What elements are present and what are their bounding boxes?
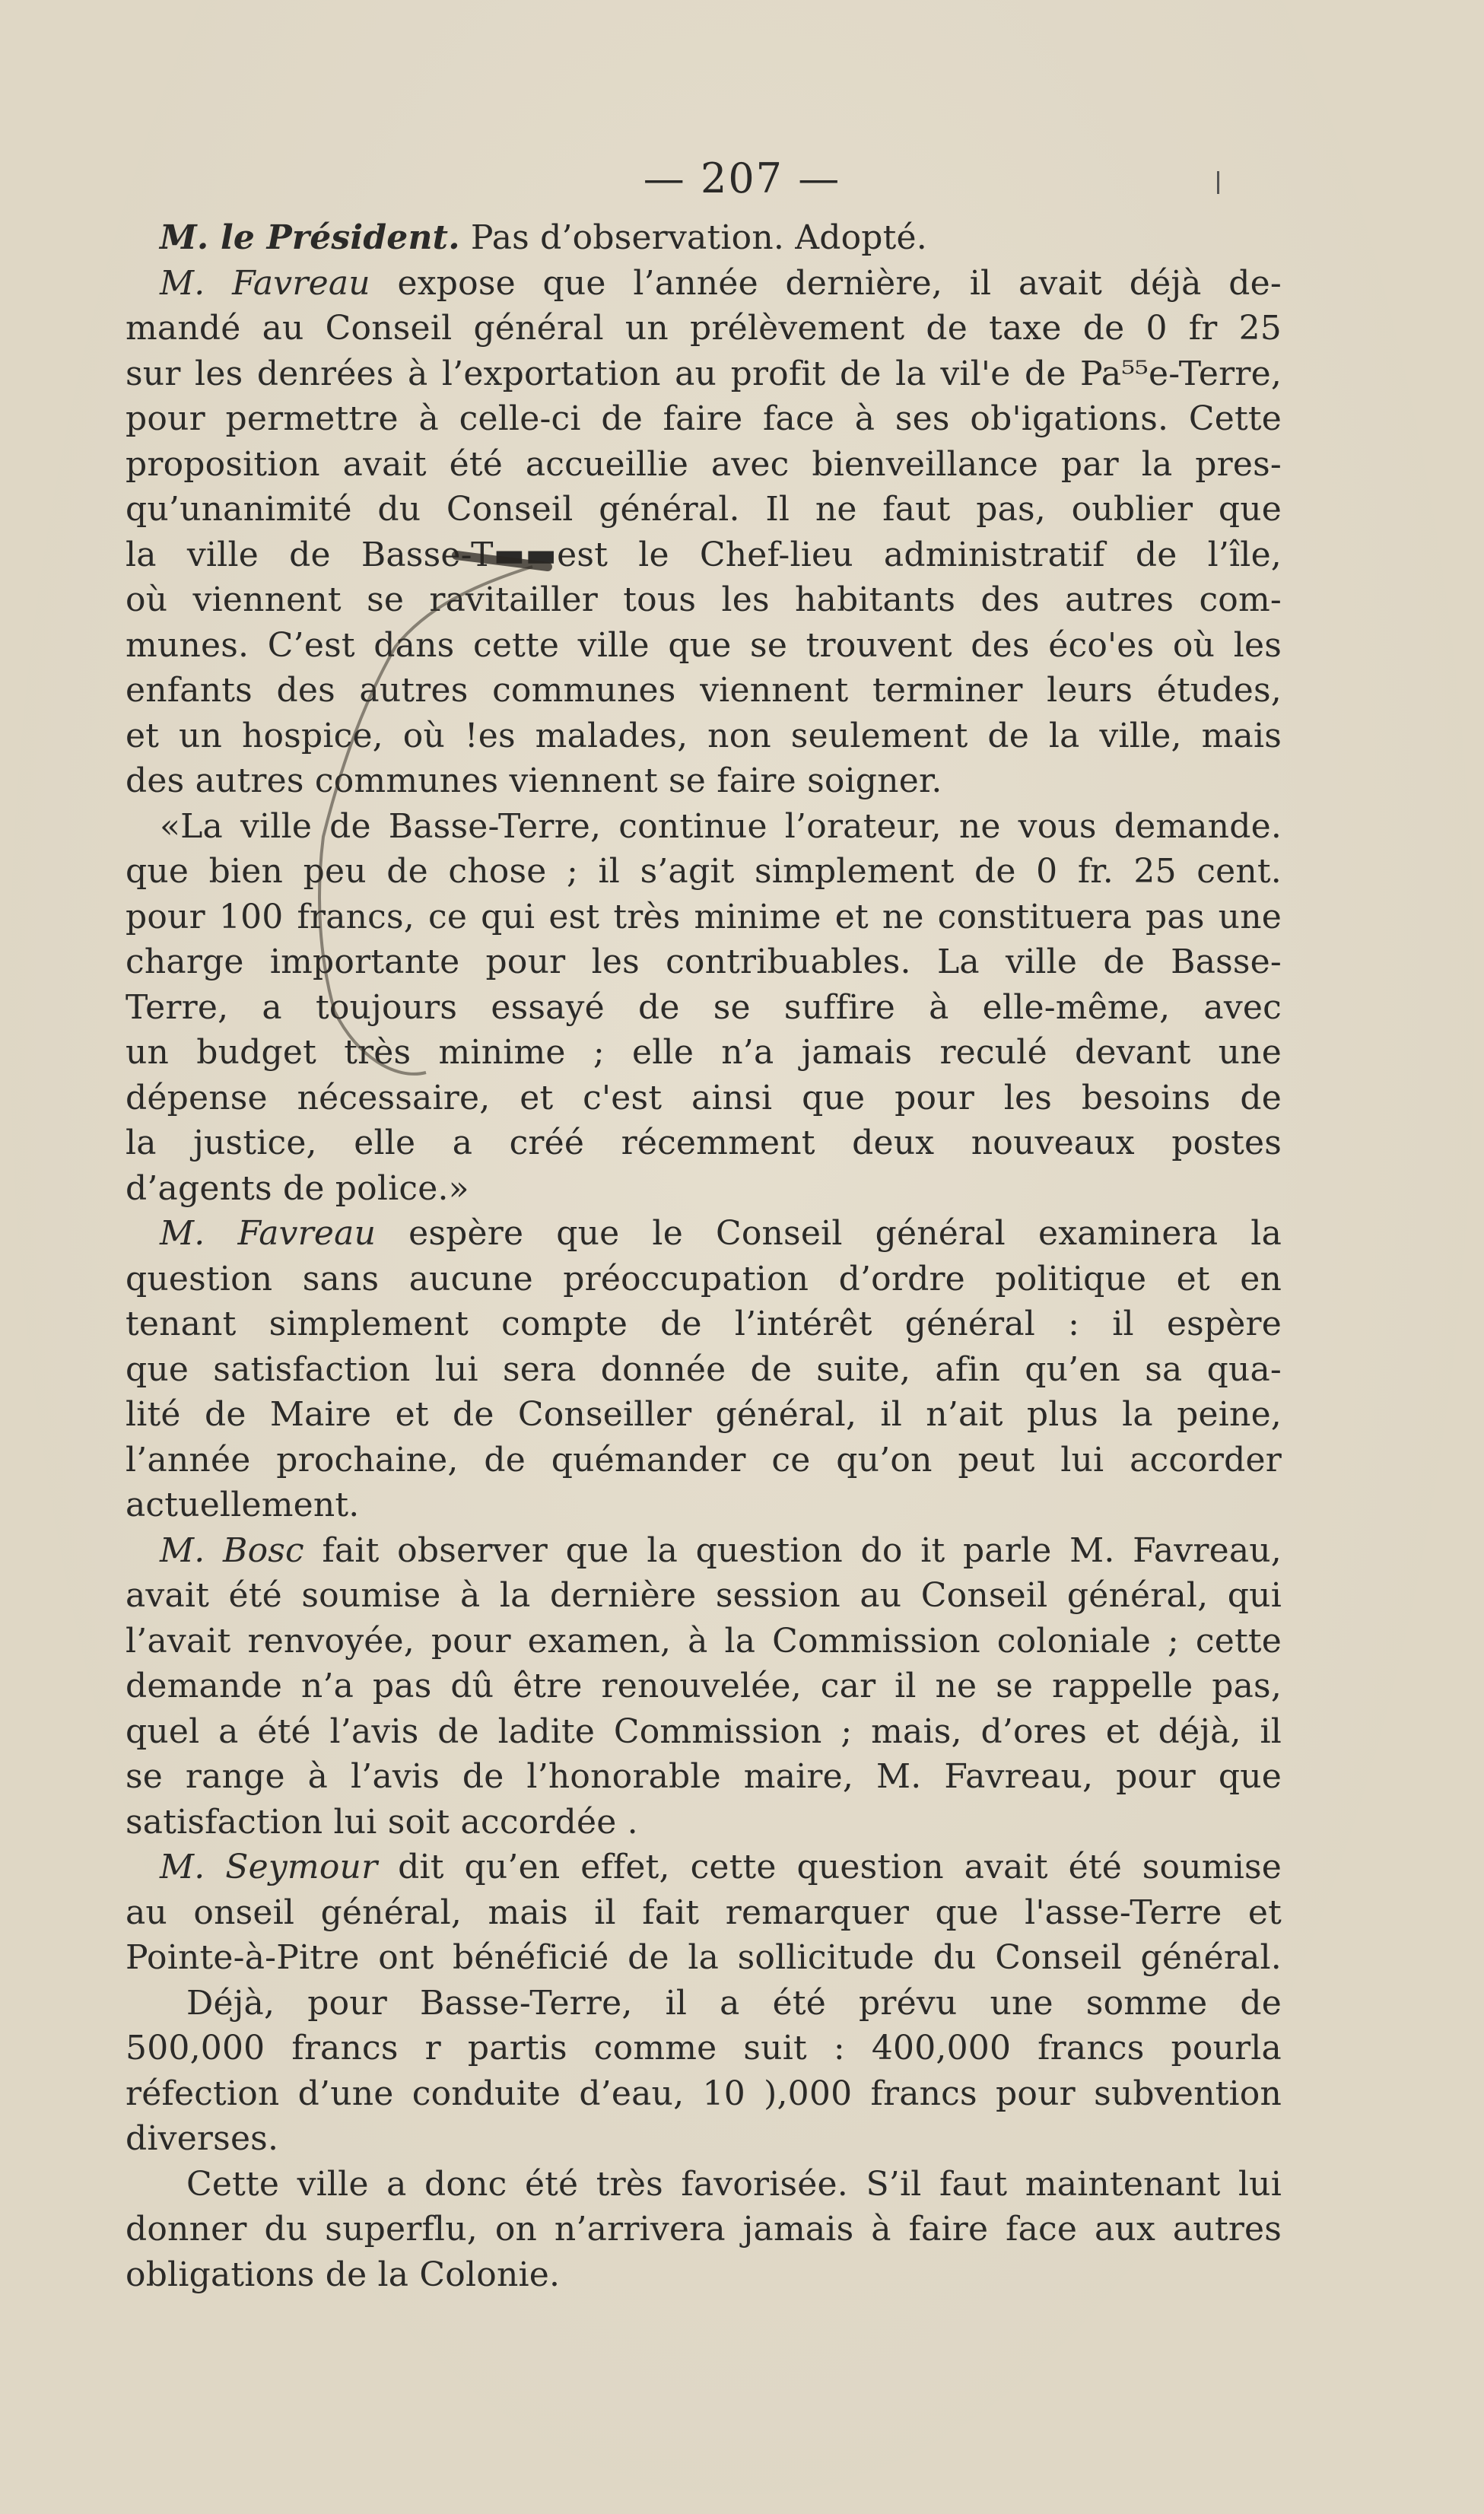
text-line: 500,000 francs r partis comme suit : 400,000 francs pourla — [126, 2029, 1282, 2067]
speaker-name: M. Bosc — [160, 1530, 304, 1570]
text-line: que bien peu de chose ; il s’agit simplement de 0 fr. 25 cent. — [126, 852, 1282, 891]
text-line: réfection d’une conduite d’eau, 10 ),000 francs pour subvention — [126, 2074, 1282, 2113]
text-line: demande n’a pas dû être renouvelée, car il ne se rappelle pas, — [126, 1667, 1282, 1705]
text-line: actuellement. — [126, 1486, 360, 1524]
text-line: mandé au Conseil général un prélèvement de taxe de 0 fr 25 — [126, 309, 1282, 348]
text-line: se range à l’avis de l’honorable maire, M. Favreau, pour que — [126, 1757, 1282, 1796]
text-line: M. Favreau espère que le Conseil général examinera la — [160, 1214, 1282, 1253]
text-line: dépense nécessaire, et c'est ainsi que pour les besoins de — [126, 1078, 1282, 1117]
text-line: avait été soumise à la dernière session au Conseil général, qui — [126, 1576, 1282, 1615]
text-line: au onseil général, mais il fait remarquer que l'asse-Terre et — [126, 1893, 1282, 1932]
margin-mark — [1217, 171, 1219, 194]
text-line: Terre, a toujours essayé de se suffire à elle-même, avec — [126, 987, 1282, 1027]
text-line: donner du superflu, on n’arrivera jamais à faire face aux autres — [126, 2210, 1282, 2249]
text-line: des autres communes viennent se faire soigner. — [126, 761, 942, 800]
text-line: un budget très minime ; elle n’a jamais reculé devant une — [126, 1033, 1282, 1072]
text-line: diverses. — [126, 2119, 279, 2158]
text-line: sur les denrées à l’exportation au profit de la vil'e de Pa⁵⁵e-Terre, — [126, 354, 1282, 393]
text-line: l’avait renvoyée, pour examen, à la Commission coloniale ; cette — [126, 1621, 1282, 1661]
text-line: M. le Président. Pas d’observation. Adopté. — [160, 218, 927, 257]
text-line: quel a été l’avis de ladite Commission ; mais, d’ores et déjà, il — [126, 1711, 1282, 1751]
text-line: munes. C’est dans cette ville que se trouvent des éco'es où les — [126, 625, 1282, 665]
text-line: tenant simplement compte de l’intérêt général : il espère — [126, 1305, 1282, 1343]
text-line: question sans aucune préoccupation d’ordre politique et en — [126, 1259, 1282, 1298]
body-text — [126, 215, 1282, 2297]
text-line: M. Seymour dit qu’en effet, cette question avait été soumise — [160, 1848, 1282, 1886]
text-line: satisfaction lui soit accordée . — [126, 1802, 638, 1842]
text-line: «La ville de Basse-Terre, continue l’orateur, ne vous demande. — [160, 806, 1282, 846]
text-line: que satisfaction lui sera donnée de suite, afin qu’en sa qua- — [126, 1349, 1282, 1389]
text-line: où viennent se ravitailler tous les habitants des autres com- — [126, 580, 1282, 619]
speaker-name: M. Favreau — [160, 263, 370, 303]
text-line: l’année prochaine, de quémander ce qu’on peut lui accorder — [126, 1440, 1282, 1479]
text-line: M. Bosc fait observer que la question do it parle M. Favreau, — [160, 1530, 1282, 1570]
text-line: M. Favreau expose que l’année dernière, il avait déjà de- — [160, 263, 1282, 303]
speaker-name: M. le Président. — [160, 218, 460, 257]
text-line: Déjà, pour Basse-Terre, il a été prévu une somme de — [186, 1983, 1282, 2023]
text-line: pour 100 francs, ce qui est très minime et ne constituera pas une — [126, 897, 1282, 936]
text-line: la ville de Basse-T▬▬est le Chef-lieu administratif de l’île, — [126, 535, 1282, 574]
speaker-name: M. Seymour — [160, 1848, 378, 1886]
text-line: Cette ville a donc été très favorisée. S’il faut maintenant lui — [186, 2164, 1282, 2204]
speaker-name: M. Favreau — [160, 1214, 377, 1253]
text-line: la justice, elle a créé récemment deux nouveaux postes — [126, 1124, 1282, 1162]
text-line: lité de Maire et de Conseiller général, il n’ait plus la peine, — [126, 1395, 1282, 1434]
text-line: et un hospice, où !es malades, non seulement de la ville, mais — [126, 716, 1282, 755]
text-line: enfants des autres communes viennent terminer leurs études, — [126, 671, 1282, 710]
text-line: charge importante pour les contribuables. La ville de Basse- — [126, 942, 1282, 981]
text-line: proposition avait été accueillie avec bienveillance par la pres- — [126, 444, 1282, 484]
text-line: qu’unanimité du Conseil général. Il ne faut pas, oublier que — [126, 490, 1282, 529]
page-number: — 207 — — [643, 154, 841, 202]
text-line: Pointe-à-Pitre ont bénéficié de la sollicitude du Conseil général. — [126, 1938, 1282, 1977]
text-line: obligations de la Colonie. — [126, 2255, 561, 2294]
text-line: pour permettre à celle-ci de faire face à ses ob'igations. Cette — [126, 399, 1282, 438]
text-line: d’agents de police.» — [126, 1168, 469, 1208]
